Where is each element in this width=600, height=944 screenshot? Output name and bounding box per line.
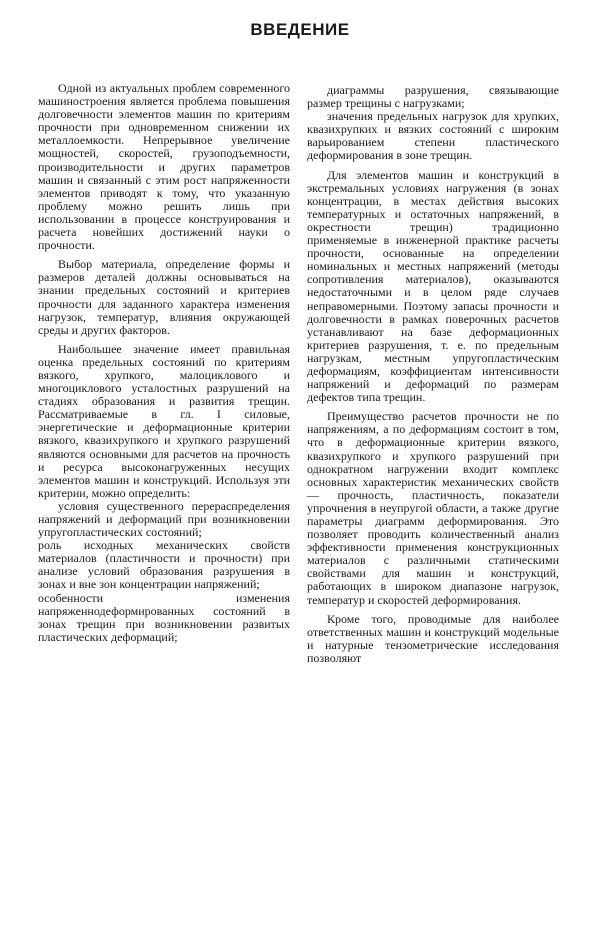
page-title: ВВЕДЕНИЕ	[250, 20, 350, 39]
left-column	[38, 82, 290, 644]
paragraph: Для элементов машин и конструкций в экстремальных условиях нагружения (в зонах концентрации, в местах действия высоких температурных и остаточных напряжений, в окрестности трещин) традиционно применяемые в инженерной практике расчеты прочности, основанные на определении номинальных и местных напряжений (методы сопротивления материалов), оказываются недостаточными и в целом ряде случаев неправомерными. Поэтому запасы прочности и долговечности в рамках поверочных расчетов устанавливают на базе деформационных критериев разрушения, т. е. по предельным нагрузкам, местным упругопластическим деформациям, коэффициентам интенсивности напряжений и деформаций по размерам дефектов типа трещин.	[307, 167, 559, 405]
list-item: условия существенного перераспределения напряжений и деформаций при возникновении упругопластических состояний;	[38, 498, 290, 540]
paragraph: Наибольшее значение имеет правильная оценка предельных состояний по критериям вязкого, хрупкого, малоциклового и многоциклового усталостных разрушений на стадиях образования и развития трещин. Рассматриваемые в гл. I силовые, энергетические и деформационные критерии вязкого, квазихрупкого и хрупкого разрушений являются основными для расчетов на прочность и ресурса высоконагруженных несущих элементов машин и конструкций. Используя эти критерии, можно определить:	[38, 341, 290, 500]
paragraph: Выбор материала, определение формы и размеров деталей должны основываться на знании предельных состояний и критериев прочности для заданного характера изменения нагрузок, температур, влияния окружающей среды и других факторов.	[38, 257, 290, 337]
list-item: диаграммы разрушения, связывающие размер трещины с нагрузками;	[307, 83, 559, 111]
list-item: особенности изменения напряженнодеформированных состояний в зонах трещин при возникновении развитых пластических деформаций;	[38, 590, 290, 644]
paragraph: Одной из актуальных проблем современного машиностроения является проблема повышения долговечности элементов машин по критериям прочности при одновременном снижении их металлоемкости. Непрерывное увеличение мощностей, скоростей, грузоподъемности, производительности и других параметров машин и связанный с этим рост напряженности элементов приводят к тому, что указанную проблему можно решить лишь при использовании в процессе конструирования и расчета новейших достижений науки о прочности.	[38, 81, 290, 253]
list-item: значения предельных нагрузок для хрупких, квазихрупких и вязких состояний с широким варьированием степени пластического деформирования в зоне трещин.	[307, 109, 559, 163]
list-item: роль исходных механических свойств материалов (пластичности и прочности) при анализе условий образования разрушения в зонах и вне зон концентрации напряжений;	[38, 538, 290, 592]
paragraph: Преимущество расчетов прочности не по напряжениям, а по деформациям состоит в том, что в деформационные критерии вязкого, квазихрупкого и хрупкого разрушений при однократном нагружении входит комплекс основных характеристик механических свойств — прочность, пластичность, показатели упрочнения в неупругой области, а также другие параметры диаграмм деформирования. Это позволяет проводить количественный анализ эффективности применения конструкционных материалов с различными статическими свойствами для машин и конструкций, работающих в широком диапазоне нагрузок, температур и скоростей деформирования.	[307, 409, 559, 607]
right-column	[307, 84, 559, 665]
paragraph: Кроме того, проводимые для наиболее ответственных машин и конструкций модельные и натурные тензометрические исследования позволяют	[307, 611, 559, 665]
